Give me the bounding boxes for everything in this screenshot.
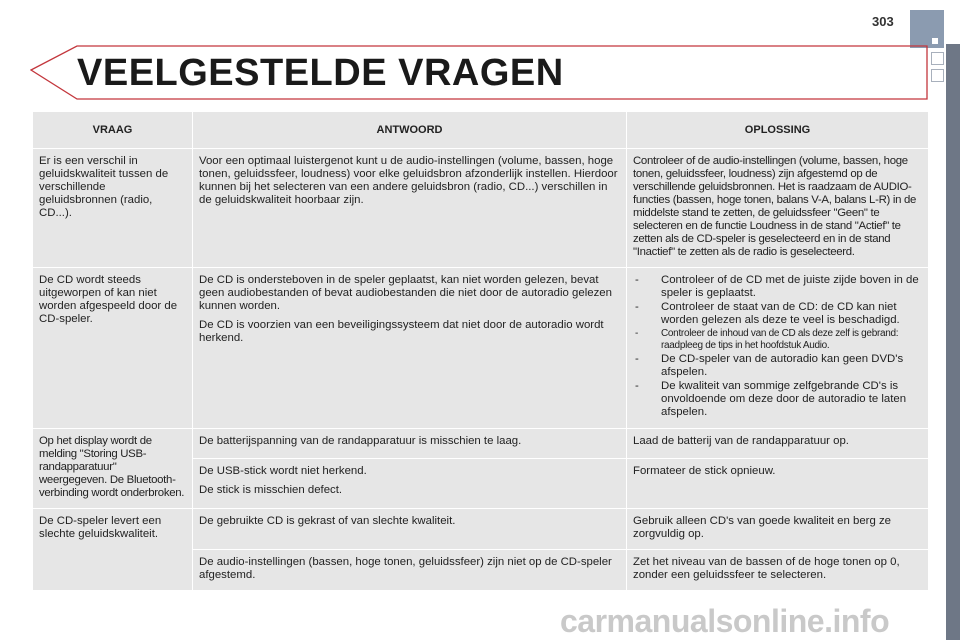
answer-cell (193, 268, 627, 429)
solution-list (633, 274, 922, 419)
chapter-tab-marker (932, 38, 938, 44)
page-title: VEELGESTELDE VRAGEN (77, 52, 564, 94)
solution-item: - Controleer de staat van de CD: de CD kan niet worden gelezen als deze te veel is beschadigd. (633, 301, 922, 327)
table-row (33, 509, 929, 550)
solution-item: - Controleer of de CD met de juiste zijde boven in de speler is geplaatst. (633, 274, 922, 300)
answer-text: De CD is ondersteboven in de speler geplaatst, kan niet worden gelezen, bevat geen audiobestanden of bevat audiobestanden die niet door de autoradio gelezen kunnen worden. (199, 274, 612, 312)
answer-text: De stick is misschien defect. (199, 483, 343, 496)
answer-text: De batterijspanning van de randapparatuur is misschien te laag. (199, 435, 522, 447)
answer-cell (193, 550, 627, 591)
table-row (33, 429, 929, 459)
question-cell: De CD-speler levert een slechte geluidskwaliteit. (33, 509, 193, 591)
faq-table (32, 111, 929, 591)
answer-cell (193, 149, 627, 268)
solution-cell: Gebruik alleen CD's van goede kwaliteit en berg ze zorgvuldig op. (627, 509, 929, 550)
answer-text: De gebruikte CD is gekrast of van slechte kwaliteit. (199, 515, 456, 527)
answer-text: De audio-instellingen (bassen, hoge tonen, geluidssfeer) zijn niet op de CD-speler afgestemd. (199, 556, 612, 581)
answer-text: De USB-stick wordt niet herkend. (199, 464, 367, 477)
solution-cell: Formateer de stick opnieuw. (627, 458, 929, 508)
solution-cell: Controleer of de audio-instellingen (volume, bassen, hoge tonen, geluidssfeer, loudness) zijn afgestemd op de verschillende geluidsbronnen. Het is raadzaam de AUDIO-functies (bassen, hoge tonen, balans V-A, balans L-R) in de middelste stand te zetten, de geluidssfeer "Geen" te selecteren en de functie Loudness in de stand "Actief" te zetten als de CD-speler is geselecteerd en in de stand "Inactief" te zetten als de radio is geselecteerd. (627, 149, 929, 268)
column-header-answer: ANTWOORD (193, 112, 627, 149)
answer-cell (193, 458, 627, 508)
table-row (33, 268, 929, 429)
answer-text: De CD is voorzien van een beveiligingssysteem dat niet door de autoradio wordt herkend. (199, 319, 604, 344)
chapter-tab (910, 10, 944, 48)
table-header-row (33, 112, 929, 149)
solution-item: - Controleer de inhoud van de CD als deze zelf is gebrand: raadpleeg de tips in het hoofdstuk Audio. (633, 328, 922, 352)
answer-text: Voor een optimaal luistergenot kunt u de audio-instellingen (volume, bassen, hoge tonen, geluidssfeer, loudness) voor elke geluidsbron afzonderlijk instellen. Hierdoor kunnen bij het selecteren van een andere geluidsbron (radio, CD...) verschillen in de geluidskwaliteit hoorbaar zijn. (199, 155, 618, 206)
column-header-question: VRAAG (33, 112, 193, 149)
answer-cell (193, 509, 627, 550)
watermark: carmanualsonline.info (560, 603, 890, 639)
solution-cell: Laad de batterij van de randapparatuur op. (627, 429, 929, 459)
page-number: 303 (872, 14, 894, 29)
solution-item: - De kwaliteit van sommige zelfgebrande CD's is onvoldoende om deze door de autoradio te laten afspelen. (633, 380, 922, 419)
solution-item: - De CD-speler van de autoradio kan geen DVD's afspelen. (633, 353, 922, 379)
side-strip (946, 44, 960, 640)
question-cell: De CD wordt steeds uitgeworpen of kan niet worden afgespeeld door de CD-speler. (33, 268, 193, 429)
answer-cell (193, 429, 627, 459)
index-box-icon (931, 52, 944, 65)
table-row (33, 149, 929, 268)
question-cell: Er is een verschil in geluidskwaliteit tussen de verschillende geluidsbronnen (radio, CD...). (33, 149, 193, 268)
column-header-solution: OPLOSSING (627, 112, 929, 149)
solution-cell (627, 268, 929, 429)
question-cell: Op het display wordt de melding "Storing USB-randapparatuur" weergegeven. De Bluetooth-verbinding wordt onderbroken. (33, 429, 193, 509)
index-box-icon (931, 69, 944, 82)
solution-cell: Zet het niveau van de bassen of de hoge tonen op 0, zonder een geluidssfeer te selecteren. (627, 550, 929, 591)
